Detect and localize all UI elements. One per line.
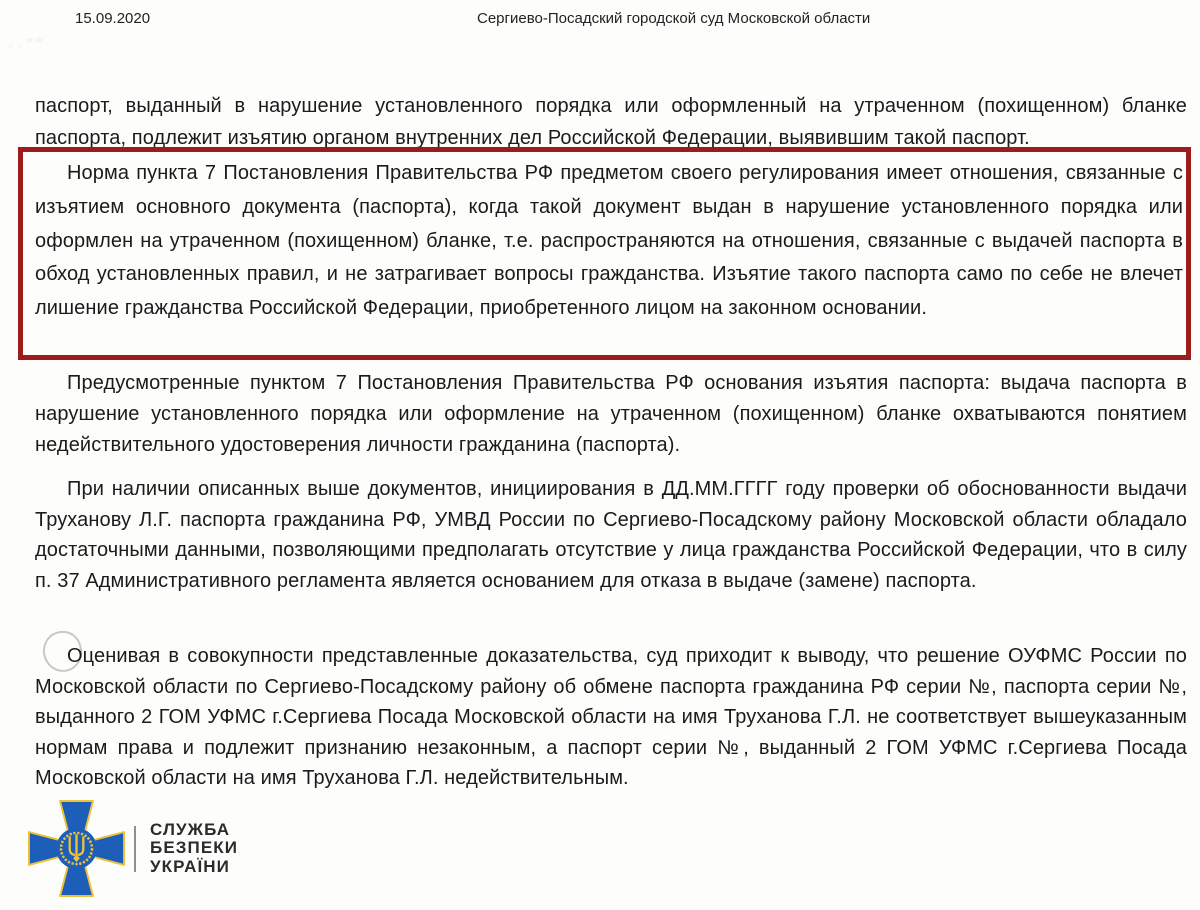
highlighted-paragraph: Норма пункта 7 Постановления Правительства РФ предметом своего регулирования имеет отношения, связанные с изъятием основного документа (паспорта), когда такой документ выдан в нарушение установленного порядка или оформлен на утраченном (похищенном) бланке, т.е. распространяются на отношения, связанные с выдачей паспорта в обход установленных правил, и не затрагивает вопросы гражданства. Изъятие такого паспорта само по себе не влечет лишение гражданства Российской Федерации, приобретенного лицом на законном основании. bbox=[35, 162, 1183, 320]
scan-smudge-artifact: ··˝˝ bbox=[8, 38, 46, 55]
logo-line-2: БЕЗПЕКИ bbox=[150, 838, 239, 858]
logo-separator bbox=[134, 826, 136, 872]
paragraph-passport-seizure: паспорт, выданный в нарушение установленного порядка или оформленный на утраченном (похищенном) бланке паспорта, подлежит изъятию органом внутренних дел Российской Федерации, выявившим такой паспорт. bbox=[35, 95, 1187, 149]
sbu-logo bbox=[28, 800, 238, 897]
logo-line-1: СЛУЖБА bbox=[150, 819, 231, 839]
sbu-cross-emblem-icon bbox=[28, 800, 125, 897]
paragraph-conclusion: Оценивая в совокупности представленные доказательства, суд приходит к выводу, что решение ОУФМС России по Московской области по Сергиево-Посадскому району об обмене паспорта гражданина РФ серии №, паспорта серии №, выданного 2 ГОМ УФМС г.Сергиева Посада Московской области на имя Труханова Г.Л. не соответствует вышеуказанным нормам права и подлежит признанию незаконным, а паспорт серии №, выданный 2 ГОМ УФМС г.Сергиева Посада Московской области на имя Труханова Г.Л. недействительным. bbox=[35, 645, 1187, 789]
paragraph-grounds: Предусмотренные пунктом 7 Постановления Правительства РФ основания изъятия паспорта: выдача паспорта в нарушение установленного порядка или оформление на утраченном (похищенном) бланке охватываются понятием недействительного удостоверения личности гражданина (паспорта). bbox=[35, 372, 1187, 456]
sbu-logo-text bbox=[150, 821, 238, 877]
highlight-box bbox=[18, 147, 1191, 360]
logo-line-3: УКРАЇНИ bbox=[150, 856, 230, 876]
court-name-header: Сергиево-Посадский городской суд Московской области bbox=[477, 10, 871, 27]
paragraph-umvd: При наличии описанных выше документов, инициирования в ДД.ММ.ГГГГ году проверки об обоснованности выдачи Труханову Л.Г. паспорта гражданина РФ, УМВД России по Сергиево-Посадскому району Московской области обладало достаточными данными, позволяющими предполагать отсутствие у лица гражданства Российской Федерации, что в силу п. 37 Административного регламента является основанием для отказа в выдаче (замене) паспорта. bbox=[35, 478, 1187, 592]
document-date: 15.09.2020 bbox=[75, 10, 151, 27]
